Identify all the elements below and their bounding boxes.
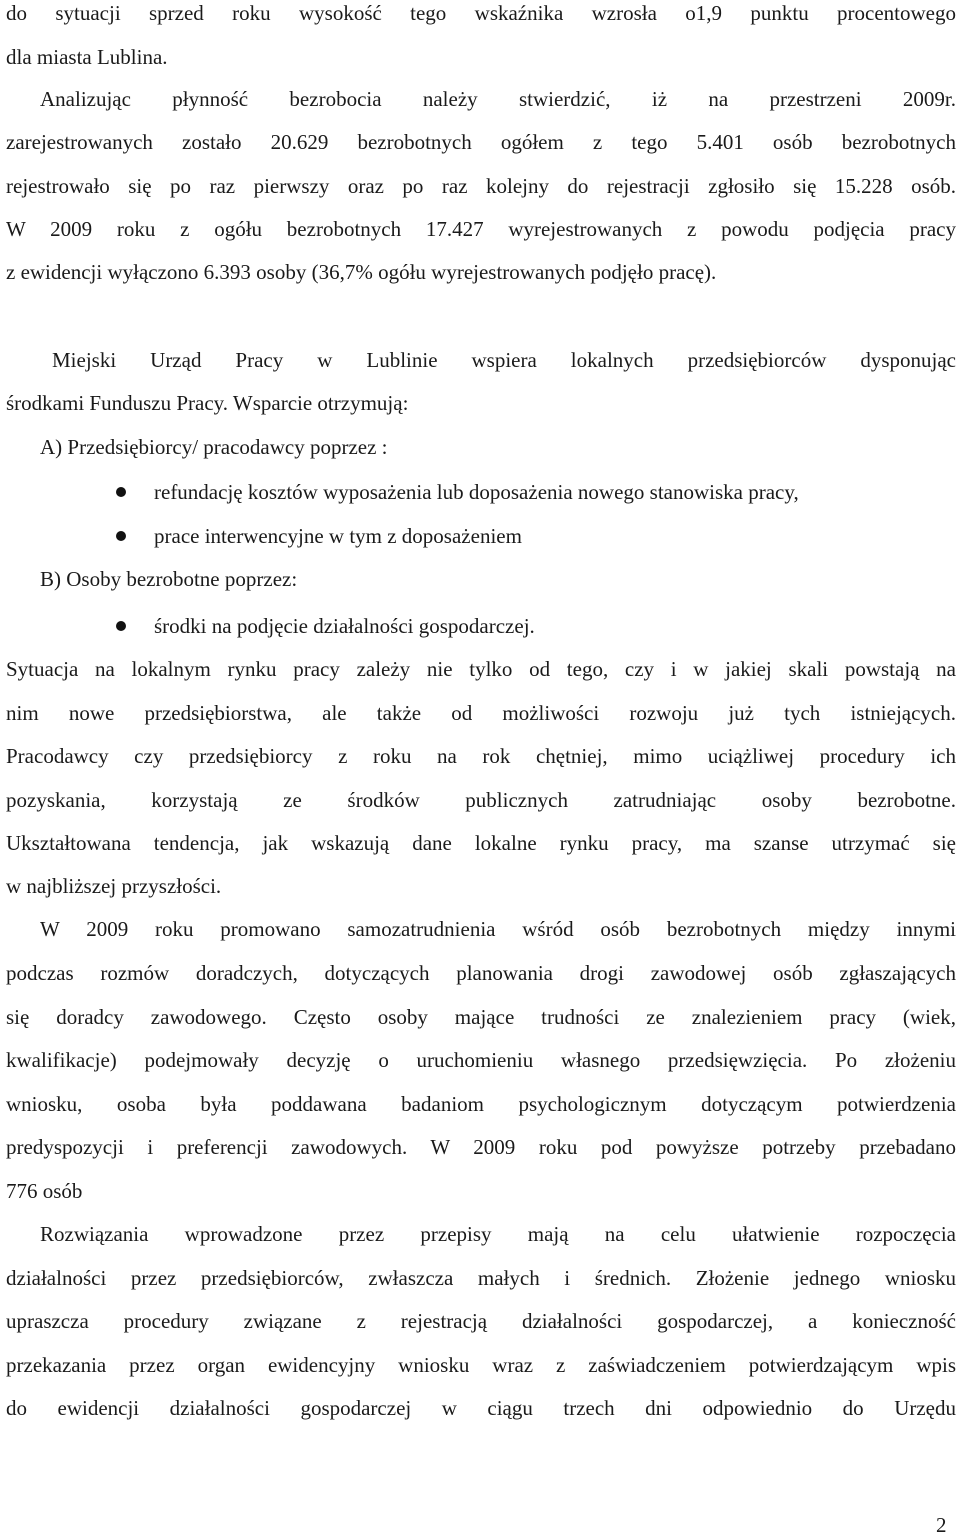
paragraph-line: upraszcza procedury związane z rejestracją działalności gospodarczej, a konieczność: [6, 1309, 956, 1333]
list-item: refundację kosztów wyposażenia lub doposażenia nowego stanowiska pracy,: [154, 480, 799, 504]
paragraph-line: do ewidencji działalności gospodarczej w ciągu trzech dni odpowiednio do Urzędu: [6, 1396, 956, 1420]
paragraph-line: Sytuacja na lokalnym rynku pracy zależy nie tylko od tego, czy i w jakiej skali powstają na: [6, 657, 956, 681]
paragraph-line: rejestrowało się po raz pierwszy oraz po raz kolejny do rejestracji zgłosiło się 15.228 osób.: [6, 174, 956, 198]
paragraph-line: wniosku, osoba była poddawana badaniom psychologicznym dotyczącym potwierdzenia: [6, 1092, 956, 1116]
paragraph-line: W 2009 roku promowano samozatrudnienia wśród osób bezrobotnych między innymi: [40, 917, 956, 941]
paragraph-line: Analizując płynność bezrobocia należy stwierdzić, iż na przestrzeni 2009r.: [40, 87, 956, 111]
bullet-icon: [116, 531, 126, 541]
page-number: 2: [936, 1513, 947, 1537]
paragraph-line: Ukształtowana tendencja, jak wskazują dane lokalne rynku pracy, ma szanse utrzymać się: [6, 831, 956, 855]
paragraph-line: Rozwiązania wprowadzone przez przepisy mają na celu ułatwienie rozpoczęcia: [40, 1222, 956, 1246]
paragraph-line: do sytuacji sprzed roku wysokość tego wskaźnika wzrosła o1,9 punktu procentowego: [6, 1, 956, 25]
list-heading: A) Przedsiębiorcy/ pracodawcy poprzez :: [40, 435, 388, 459]
paragraph-line: predyspozycji i preferencji zawodowych. W 2009 roku pod powyższe potrzeby przebadano: [6, 1135, 956, 1159]
paragraph-line: w najbliższej przyszłości.: [6, 874, 222, 898]
paragraph-line: podczas rozmów doradczych, dotyczących planowania drogi zawodowej osób zgłaszających: [6, 961, 956, 985]
list-item: środki na podjęcie działalności gospodarczej.: [154, 614, 535, 638]
paragraph-line: się doradcy zawodowego. Często osoby mające trudności ze znalezieniem pracy (wiek,: [6, 1005, 956, 1029]
paragraph-line: dla miasta Lublina.: [6, 45, 168, 69]
paragraph-line: działalności przez przedsiębiorców, zwłaszcza małych i średnich. Złożenie jednego wniosku: [6, 1266, 956, 1290]
paragraph-line: nim nowe przedsiębiorstwa, ale także od możliwości rozwoju już tych istniejących.: [6, 701, 956, 725]
bullet-icon: [116, 487, 126, 497]
paragraph-line: kwalifikacje) podejmowały decyzję o uruchomieniu własnego przedsięwzięcia. Po złożeniu: [6, 1048, 956, 1072]
bullet-icon: [116, 621, 126, 631]
paragraph-line: pozyskania, korzystają ze środków publicznych zatrudniając osoby bezrobotne.: [6, 788, 956, 812]
paragraph-line: środkami Funduszu Pracy. Wsparcie otrzymują:: [6, 391, 409, 415]
paragraph-line: zarejestrowanych zostało 20.629 bezrobotnych ogółem z tego 5.401 osób bezrobotnych: [6, 130, 956, 154]
paragraph-line: 776 osób: [6, 1179, 83, 1203]
paragraph-line: z ewidencji wyłączono 6.393 osoby (36,7% ogółu wyrejestrowanych podjęło pracę).: [6, 260, 717, 284]
list-item: prace interwencyjne w tym z doposażeniem: [154, 524, 522, 548]
list-heading: B) Osoby bezrobotne poprzez:: [40, 567, 298, 591]
paragraph-line: Miejski Urząd Pracy w Lublinie wspiera lokalnych przedsiębiorców dysponując: [52, 348, 956, 372]
paragraph-line: W 2009 roku z ogółu bezrobotnych 17.427 wyrejestrowanych z powodu podjęcia pracy: [6, 217, 956, 241]
paragraph-line: przekazania przez organ ewidencyjny wniosku wraz z zaświadczeniem potwierdzającym wpis: [6, 1353, 956, 1377]
paragraph-line: Pracodawcy czy przedsiębiorcy z roku na rok chętniej, mimo uciążliwej procedury ich: [6, 744, 956, 768]
